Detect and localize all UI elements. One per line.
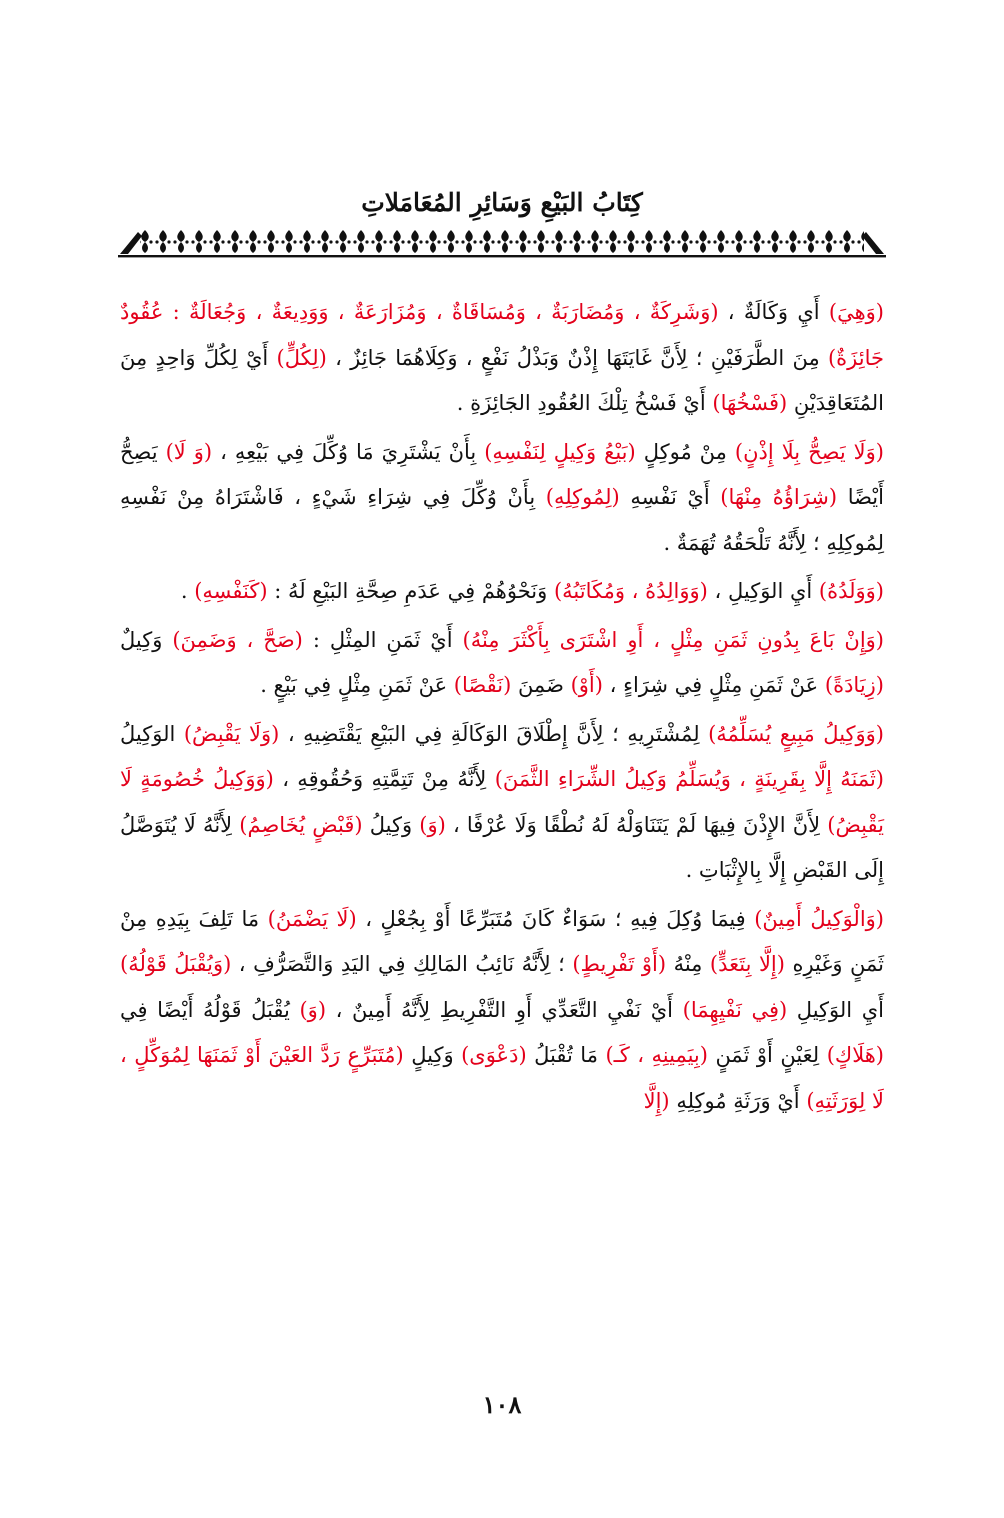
commentary-text-segment: ؛ لِأَنَّهُ نَائِبُ المَالِكِ فِي اليَدِ وَالتَّصَرُّفِ ، (231, 952, 573, 976)
commentary-text-segment: أَيْ وَرَثَةِ مُوكِلِهِ (669, 1088, 807, 1113)
matn-text-segment: (هَلَاكٍ) (826, 1043, 884, 1067)
commentary-text-segment: لِأَنَّهُ مِنْ تَتِمَّتِهِ وَحُقُوقِهِ ، (273, 767, 495, 791)
commentary-text-segment: بِأَنْ وُكِّلَ فِي شِرَاءِ شَيْءٍ ، فَاشْتَرَاهُ مِنْ نَفْسِهِ لِمُوكِلِهِ ؛ لِأَنَّهُ تَلْحَقُهُ تُهَمَةٌ . (120, 485, 884, 555)
commentary-text-segment: أَيْ نَفْيِ التَّعَدِّي أَوِ التَّفْرِيطِ لِأَنَّهُ أَمِينٌ ، (326, 997, 683, 1022)
matn-text-segment: (كَنَفْسِهِ) (194, 579, 268, 603)
matn-text-segment: (لِمُوكِلِهِ) (545, 485, 620, 509)
commentary-text-segment: أَيْ نَفْسِهِ (619, 485, 721, 509)
main-text (120, 290, 884, 1127)
matn-text-segment: (وَلَا يَصِحُّ بِلَا إِذْنٍ) (734, 439, 884, 464)
commentary-text-segment: أَيْ فَسْخُ تِلْكَ العُقُودِ الجَائِزَةِ . (456, 391, 713, 415)
matn-text-segment: (نَقْصًا) (453, 673, 512, 697)
commentary-text-segment: فِيمَا وُكِلَ فِيهِ ؛ سَوَاءٌ كَانَ مُتَبَرِّعًا أَوْ بِجُعْلٍ ، (356, 906, 755, 931)
commentary-text-segment: مَا تَلِفَ بِيَدِهِ مِنْ ثَمَنٍ وَغَيْرِهِ (120, 906, 884, 976)
matn-text-segment: (بِيَمِينِهِ ، كَـ) (605, 1043, 708, 1067)
matn-text-segment: (وَوَلَدُهُ) (818, 579, 884, 603)
commentary-text-segment: أَيْ ثَمَنِ المِثْلِ : (302, 627, 463, 652)
matn-text-segment: (ثَمَنَهُ إِلَّا بِقَرِينَةٍ ، وَيُسَلِّمُ وَكِيلُ الشِّرَاءِ الثَّمَنَ) (494, 767, 884, 791)
commentary-text-segment: مَا تُقْبَلُ (526, 1043, 606, 1067)
matn-text-segment: (أَوْ) (570, 673, 603, 697)
matn-text-segment: (شِرَاؤُهُ مِنْهَا) (720, 485, 838, 509)
commentary-text-segment: أَيْ لِكُلِّ وَاحِدٍ مِنَ المُتَعَاقِدَيْنِ (120, 345, 884, 415)
commentary-text-segment: عَنْ ثَمَنِ مِثْلٍ فِي بَيْعٍ . (260, 673, 454, 697)
matn-text-segment: (لِكُلٍّ) (276, 345, 327, 370)
commentary-text-segment: لِأَنَّ الإِذْنَ فِيهَا لَمْ يَتَنَاوَلْهُ لَهُ نُطْقًا وَلَا عُرْفًا ، (445, 812, 828, 837)
matn-text-segment: (إِلَّا (643, 1088, 670, 1113)
commentary-text-segment: بِأَنْ يَشْتَرِيَ مَا وُكِّلَ فِي بَيْعِهِ ، (212, 439, 485, 464)
running-header (120, 185, 884, 221)
commentary-text-segment: مِنْ مُوكِلٍ (635, 439, 735, 464)
matn-text-segment: (وَيُقْبَلُ قَوْلُهُ) (120, 952, 232, 976)
commentary-text-segment: ضَمِنَ (511, 673, 571, 697)
commentary-text-segment: وَكِيلُ (362, 812, 420, 837)
matn-text-segment: (مُتَبَرِّعٍ رَدَّ العَيْنَ أَوْ ثَمَنَهَا لِمُوَكِّلٍ ، لَا لِوَرَثَتِهِ) (120, 1043, 884, 1113)
commentary-text-segment: يَصِحُّ أَيْضًا (120, 439, 884, 509)
matn-text-segment: (صَحَّ ، وَضَمِنَ) (172, 627, 303, 652)
matn-text-segment: (فِي نَفْيِهِمَا) (682, 997, 788, 1022)
paragraph (120, 430, 884, 567)
commentary-text-segment: لِأَنَّهُ لَا يُتَوَصَّلُ إِلَى القَبْضِ إِلَّا بِالإِثْبَاتِ . (120, 812, 884, 882)
commentary-text-segment: أَيِ وَكَالَةٌ ، (718, 300, 829, 324)
commentary-text-segment: الوَكِيلُ (120, 721, 184, 746)
matn-text-segment: (وَ لَا) (165, 439, 213, 464)
commentary-text-segment: لِعَيْنٍ أَوْ ثَمَنٍ (707, 1043, 827, 1067)
matn-text-segment: (وَإِنْ بَاعَ بِدُونِ ثَمَنِ مِثْلٍ ، أَوِ اشْتَرَى بِأَكْثَرَ مِنْهُ) (462, 627, 884, 652)
commentary-text-segment: مِنْهُ (666, 952, 710, 976)
page-number: ١٠٨ (482, 1390, 522, 1419)
matn-text-segment: (أَوْ تَفْرِيطٍ) (572, 952, 667, 976)
commentary-text-segment: وَكِيلٌ (120, 627, 173, 652)
matn-text-segment: (وَلَا يَقْبِضُ) (183, 721, 280, 746)
matn-text-segment: (لَا يَضْمَنُ) (267, 906, 357, 931)
matn-text-segment: (قَبْضٍ يُخَاصِمُ) (239, 812, 363, 837)
matn-text-segment: (وَوَكِيلُ مَبِيعٍ يُسَلِّمُهُ) (708, 721, 884, 746)
paragraph (120, 712, 884, 894)
commentary-text-segment: لِمُشْتَرِيهِ ؛ لِأَنَّ إِطْلَاقَ الوَكَالَةِ فِي البَيْعِ يَقْتَضِيهِ ، (279, 721, 709, 746)
paragraph (120, 569, 884, 615)
matn-text-segment: (بَيْعُ وَكِيلٍ لِنَفْسِهِ) (484, 439, 636, 464)
commentary-text-segment: أَيِ الوَكِيلِ (787, 997, 884, 1022)
matn-text-segment: (وَهِيَ) (828, 300, 884, 324)
commentary-text-segment: وَكِيلٍ (403, 1043, 462, 1067)
commentary-text-segment: وَنَحْوُهُمْ فِي عَدَمِ صِحَّةِ البَيْعِ لَهُ : (267, 579, 554, 603)
paragraph (120, 290, 884, 427)
matn-text-segment: (فَسْخُهَا) (712, 391, 788, 415)
matn-text-segment: (دَعْوَى) (461, 1043, 527, 1067)
commentary-text-segment: أَيِ الوَكِيلِ ، (707, 579, 819, 603)
matn-text-segment: (وَالْوَكِيلُ أَمِينٌ) (754, 906, 884, 931)
matn-text-segment: (وَ) (299, 997, 327, 1022)
commentary-text-segment: عَنْ ثَمَنِ مِثْلٍ فِي شِرَاءٍ ، (602, 673, 825, 697)
chapter-title: كِتَابُ البَيْعِ وَسَائِرِ المُعَامَلاتِ (361, 188, 643, 217)
commentary-text-segment: . (180, 579, 195, 603)
matn-text-segment: (وَوَالِدُهُ ، وَمُكَاتَبُهُ) (553, 579, 708, 603)
commentary-text-segment: مِنَ الطَّرَفَيْنِ ؛ لِأَنَّ غَايَتَهَا إِذْنٌ وَبَذْلُ نَفْعٍ ، وَكِلَاهُمَا جَائِزٌ ، (326, 345, 828, 370)
matn-text-segment: (زِيَادَةً) (824, 673, 884, 697)
paragraph (120, 897, 884, 1125)
matn-text-segment: (إِلَّا بِتَعَدٍّ) (709, 952, 785, 976)
matn-text-segment: (وَشَرِكَةٌ ، وَمُضَارَبَةٌ ، وَمُسَاقَاةٌ ، وَمُزَارَعَةٌ ، وَوَدِيعَةٌ ، وَجُعَالَةٌ : عُقُودٌ جَائِزَةٌ) (120, 300, 884, 370)
paragraph (120, 618, 884, 709)
matn-text-segment: (وَ) (419, 812, 446, 837)
matn-text-segment: (وَوَكِيلُ خُصُومَةٍ لَا يَقْبِضُ) (120, 767, 884, 837)
floral-divider-ornament (118, 226, 886, 258)
commentary-text-segment: يُقْبَلُ قَوْلُهُ أَيْضًا فِي (120, 997, 300, 1022)
